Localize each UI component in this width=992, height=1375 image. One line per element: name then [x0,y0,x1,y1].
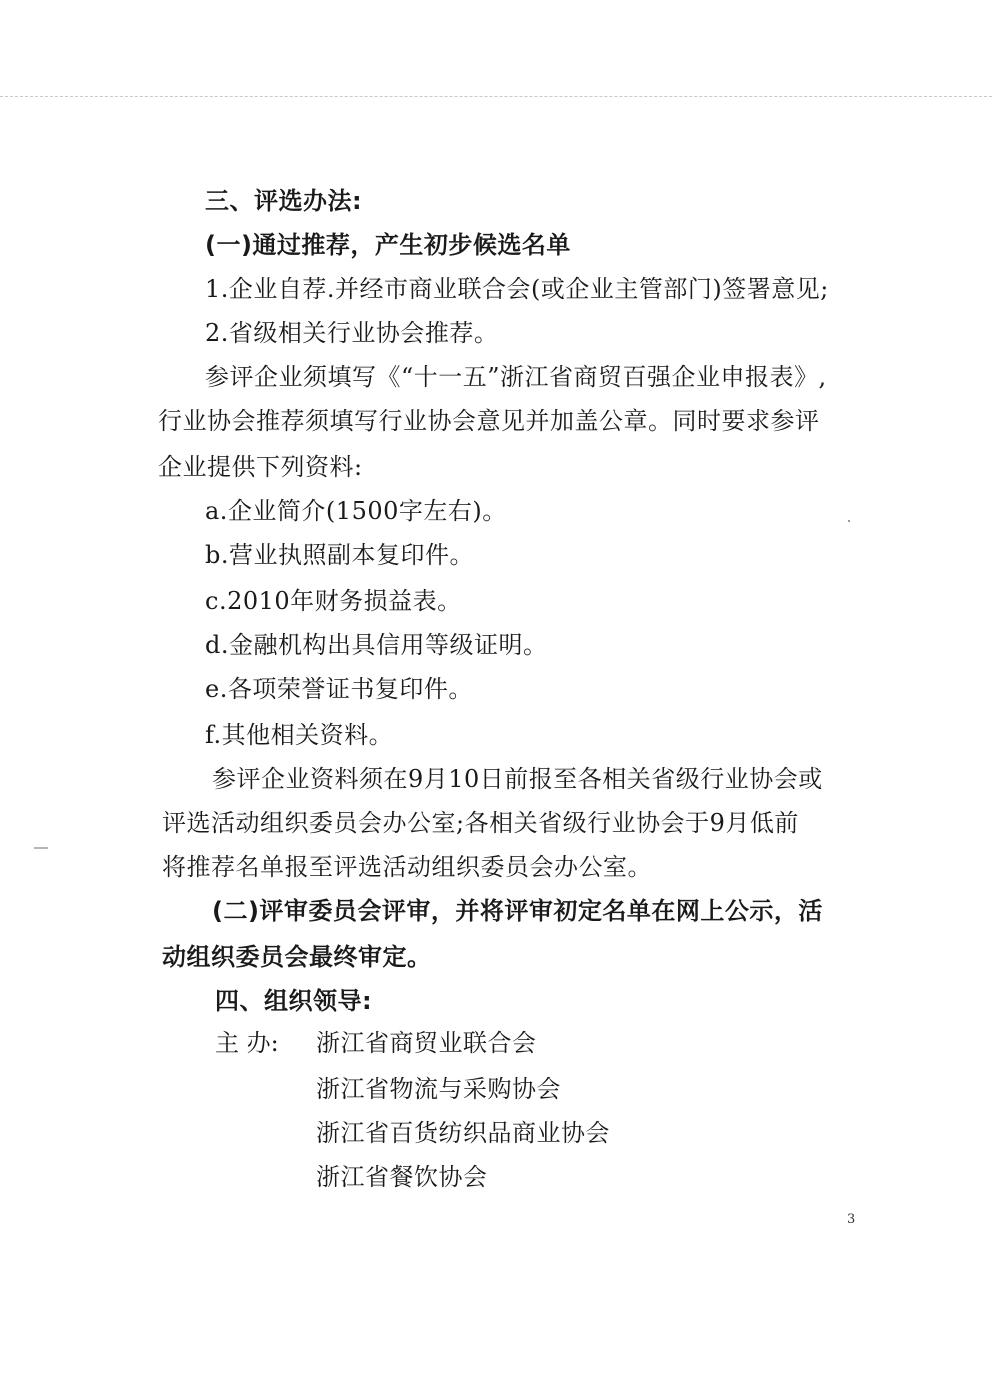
organizer-item: 浙江省餐饮协会 [316,1163,488,1191]
material-item-c: c.2010年财务损益表。 [205,587,462,615]
material-item-e: e.各项荣誉证书复印件。 [205,675,473,703]
organizer-item: 浙江省物流与采购协会 [316,1075,561,1103]
subsection-heading-1: (一)通过推荐，产生初步候选名单 [205,231,571,259]
page-number: 3 [847,1212,856,1227]
section-heading-3: 三、评选办法: [205,187,363,215]
section-heading-4: 四、组织领导: [215,987,373,1015]
paragraph-1-line-2: 行业协会推荐须填写行业协会意见并加盖公章。同时要求参评 [158,407,820,435]
scan-fold-line [0,96,992,97]
material-item-f: f.其他相关资料。 [205,721,394,749]
scan-artifact-dot [848,520,850,522]
subsection-heading-2-line-1: (二)评审委员会评审，并将评审初定名单在网上公示，活 [212,897,823,925]
paragraph-1-line-1: 参评企业须填写《“十一五”浙江省商贸百强企业申报表》, [205,363,827,391]
material-item-a: a.企业简介(1500字左右)。 [205,497,507,525]
material-item-b: b.营业执照副本复印件。 [205,541,474,569]
scan-artifact-mark [34,847,48,849]
subsection-heading-2-line-2: 动组织委员会最终审定。 [162,943,432,971]
paragraph-2-line-1: 参评企业资料须在9月10日前报至各相关省级行业协会或 [212,765,823,793]
paragraph-2-line-3: 将推荐名单报至评选活动组织委员会办公室。 [162,853,652,881]
organizers-label: 主 办: [215,1029,279,1057]
paragraph-2-line-2: 评选活动组织委员会办公室;各相关省级行业协会于9月低前 [162,809,799,837]
organizer-item: 浙江省百货纺织品商业协会 [316,1119,610,1147]
list-item-2: 2.省级相关行业协会推荐。 [205,319,499,347]
material-item-d: d.金融机构出具信用等级证明。 [205,631,548,659]
paragraph-1-line-3: 企业提供下列资料: [158,453,363,481]
list-item-1: 1.企业自荐.并经市商业联合会(或企业主管部门)签署意见; [205,275,829,303]
organizer-item: 浙江省商贸业联合会 [316,1029,537,1057]
